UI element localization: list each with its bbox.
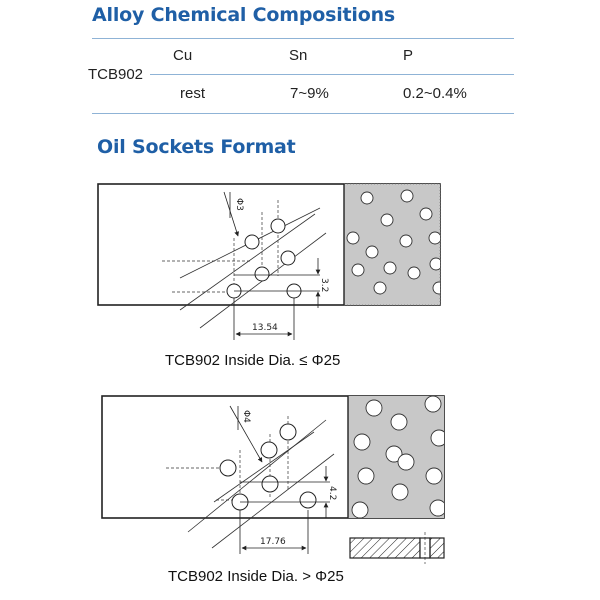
dimension-lines	[224, 192, 320, 340]
socket-texture-panel	[348, 396, 447, 518]
value-p: 0.2~0.4%	[403, 85, 467, 102]
header-cu: Cu	[173, 47, 193, 64]
pitch-dimension-label: 17.76	[260, 537, 286, 547]
table-top-rule	[92, 38, 514, 39]
hole-diameter-label: Φ3	[234, 198, 244, 211]
header-p: P	[403, 47, 414, 64]
figure1-caption: TCB902 Inside Dia. ≤ Φ25	[165, 352, 341, 369]
value-cu: rest	[180, 85, 206, 102]
oil-socket-diagram-small	[90, 178, 450, 346]
row-gap-dimension-label: 3.2	[319, 278, 329, 293]
socket-texture-panel	[344, 184, 445, 305]
oil-holes	[227, 219, 301, 298]
oil-socket-diagram-large	[94, 392, 454, 564]
hole-diameter-label: Φ4	[241, 410, 251, 423]
pitch-dimension-label: 13.54	[252, 323, 278, 333]
oil-sockets-section-title: Oil Sockets Format	[97, 136, 296, 158]
diagonal-guides	[188, 420, 334, 548]
composition-table	[84, 38, 514, 114]
composition-section-title: Alloy Chemical Compositions	[92, 4, 396, 26]
figure2-caption: TCB902 Inside Dia. > Φ25	[168, 568, 344, 585]
hatched-cross-section	[350, 532, 444, 564]
table-bottom-rule	[92, 113, 514, 114]
table-middle-rule	[150, 74, 514, 75]
diagonal-guides	[180, 208, 326, 328]
row-gap-dimension-label: 4.2	[327, 486, 337, 501]
table-row-label: TCB902	[88, 66, 144, 83]
value-sn: 7~9%	[290, 85, 329, 102]
header-sn: Sn	[289, 47, 308, 64]
